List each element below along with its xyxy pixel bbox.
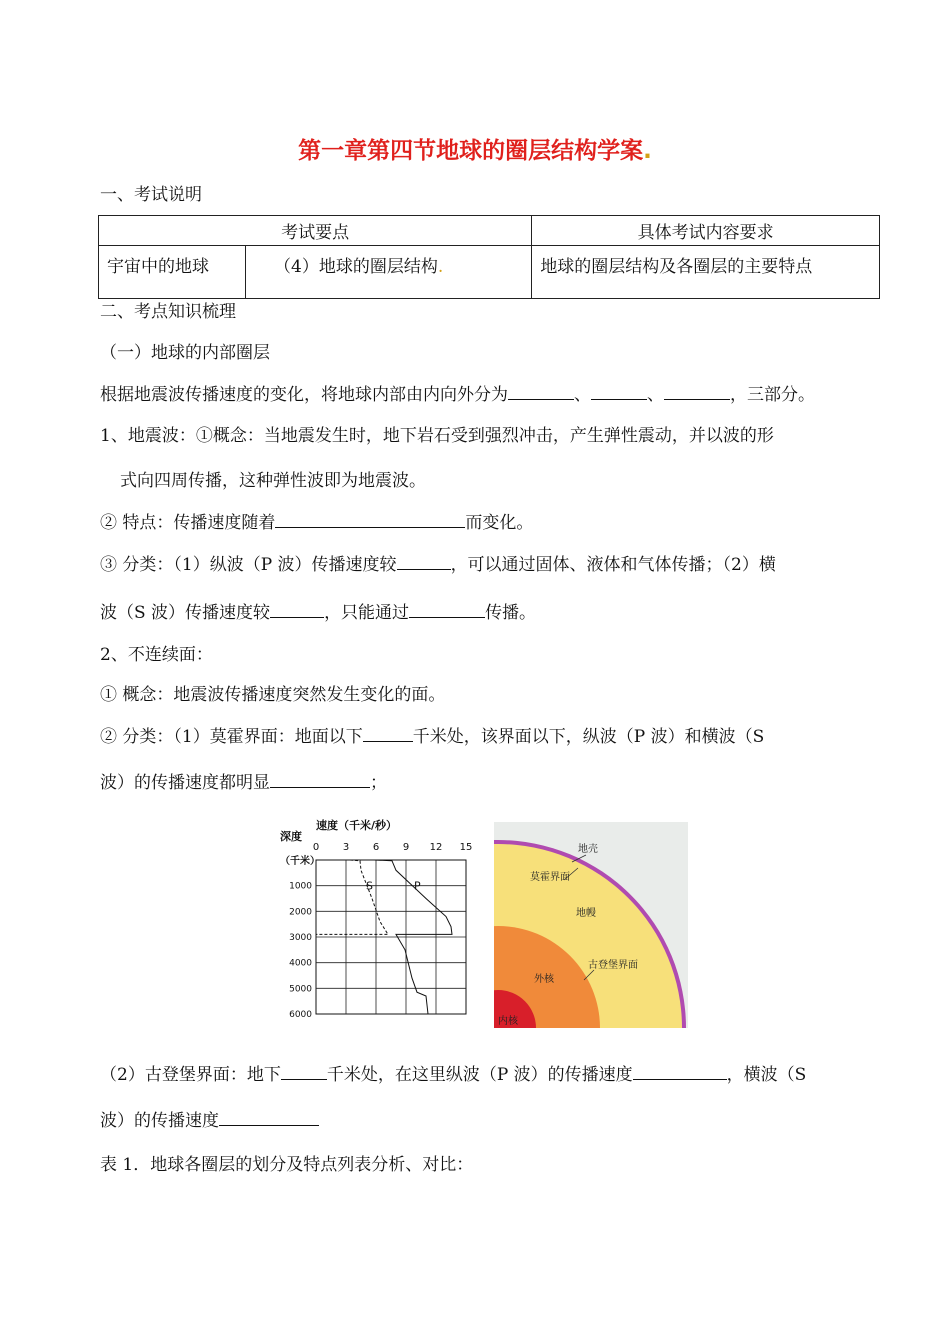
header-content-requirements: 具体考试内容要求 — [532, 216, 880, 246]
paragraph-gutenberg: （2）古登堡界面：地下 千米处，在这里纵波（P 波）的传播速度 ，横波（S — [100, 1060, 806, 1085]
x-tick-label: 12 — [429, 842, 443, 853]
blank — [281, 1061, 327, 1080]
blank — [664, 381, 730, 400]
series-label-p: P — [414, 879, 421, 893]
velocity-depth-chart — [280, 818, 472, 1020]
paragraph-gutenberg-cont: 波）的传播速度 — [100, 1106, 319, 1131]
paragraph-layers: 根据地震波传播速度的变化，将地球内部由内向外分为 、 、 ，三部分。 — [100, 380, 815, 405]
cell-content: 地球的圈层结构及各圈层的主要特点 — [532, 246, 880, 299]
label-outer-core: 外核 — [534, 974, 554, 985]
cell-point: （4）地球的圈层结构. — [246, 246, 532, 299]
chart-x-ticks — [313, 842, 473, 853]
header-exam-points: 考试要点 — [99, 216, 532, 246]
blank — [275, 509, 465, 528]
x-tick-label: 6 — [372, 842, 380, 853]
chart-title: 速度（千米/秒） — [316, 819, 398, 832]
label-crust: 地壳 — [578, 844, 598, 855]
x-tick-label: 15 — [459, 842, 473, 853]
paragraph-seismic-concept-cont: 式向四周传播，这种弹性波即为地震波。 — [120, 471, 426, 491]
paragraph-discontinuity-concept: ① 概念：地震波传播速度突然发生变化的面。 — [100, 685, 446, 705]
x-tick-label: 0 — [312, 842, 320, 853]
title-dot: . — [643, 138, 652, 164]
paragraph-classification: ③ 分类：（1）纵波（P 波）传播速度较 ，可以通过固体、液体和气体传播；（2）横 — [100, 550, 776, 575]
chart-ylabel: 深度 — [280, 830, 302, 843]
earth-structure-figure — [278, 818, 698, 1036]
label-mantle: 地幔 — [576, 908, 596, 919]
blank — [633, 1061, 727, 1080]
blank — [270, 599, 324, 618]
y-tick-label: 4000 — [289, 958, 312, 969]
blank — [363, 723, 413, 742]
series-label-s: S — [366, 879, 373, 893]
y-tick-label: 5000 — [289, 984, 312, 995]
paragraph-classification-cont: 波（S 波）传播速度较 ，只能通过 传播。 — [100, 598, 536, 623]
paragraph-seismic-concept: 1、地震波：①概念：当地震发生时，地下岩石受到强烈冲击，产生弹性震动，并以波的形 — [100, 426, 774, 446]
blank — [270, 769, 370, 788]
chart-ylabel-unit: （千米） — [280, 856, 320, 867]
y-tick-label: 1000 — [289, 881, 312, 892]
section-exam-description: 一、考试说明 — [100, 185, 202, 205]
label-moho: 莫霍界面 — [530, 872, 570, 883]
cell-scope: 宇宙中的地球 — [99, 246, 246, 299]
paragraph-moho: ② 分类：（1）莫霍界面：地面以下 千米处，该界面以下，纵波（P 波）和横波（S — [100, 722, 764, 747]
section-knowledge: 二、考点知识梳理 — [100, 302, 236, 322]
page-title: 第一章第四节地球的圈层结构学案. — [298, 138, 652, 164]
chart-grid — [316, 860, 466, 1014]
y-tick-label: 6000 — [289, 1010, 312, 1020]
blank — [508, 381, 574, 400]
table-header-row — [99, 216, 880, 246]
y-tick-label: 3000 — [289, 933, 312, 943]
series-line-s — [316, 860, 388, 934]
label-gutenberg: 古登堡界面 — [588, 960, 638, 971]
paragraph-moho-cont: 波）的传播速度都明显 ； — [100, 768, 387, 793]
earth-cross-section — [310, 822, 688, 1032]
label-inner-core: 内核 — [498, 1016, 518, 1027]
chart-y-ticks — [289, 882, 312, 1020]
table-row — [99, 246, 880, 299]
x-tick-label: 3 — [342, 842, 350, 853]
blank — [409, 599, 485, 618]
blank — [397, 551, 451, 570]
blank — [219, 1107, 319, 1126]
requirements-table — [98, 215, 880, 299]
subsection-inner-layers: （一）地球的内部圈层 — [100, 343, 270, 363]
blank — [591, 381, 647, 400]
figure-svg — [278, 818, 698, 1032]
x-tick-label: 9 — [402, 842, 410, 853]
paragraph-discontinuity: 2、不连续面： — [100, 645, 213, 665]
paragraph-table-intro: 表 1．地球各圈层的划分及特点列表分析、对比： — [100, 1155, 474, 1175]
y-tick-label: 2000 — [289, 907, 312, 918]
paragraph-feature: ② 特点：传播速度随着 而变化。 — [100, 508, 533, 533]
